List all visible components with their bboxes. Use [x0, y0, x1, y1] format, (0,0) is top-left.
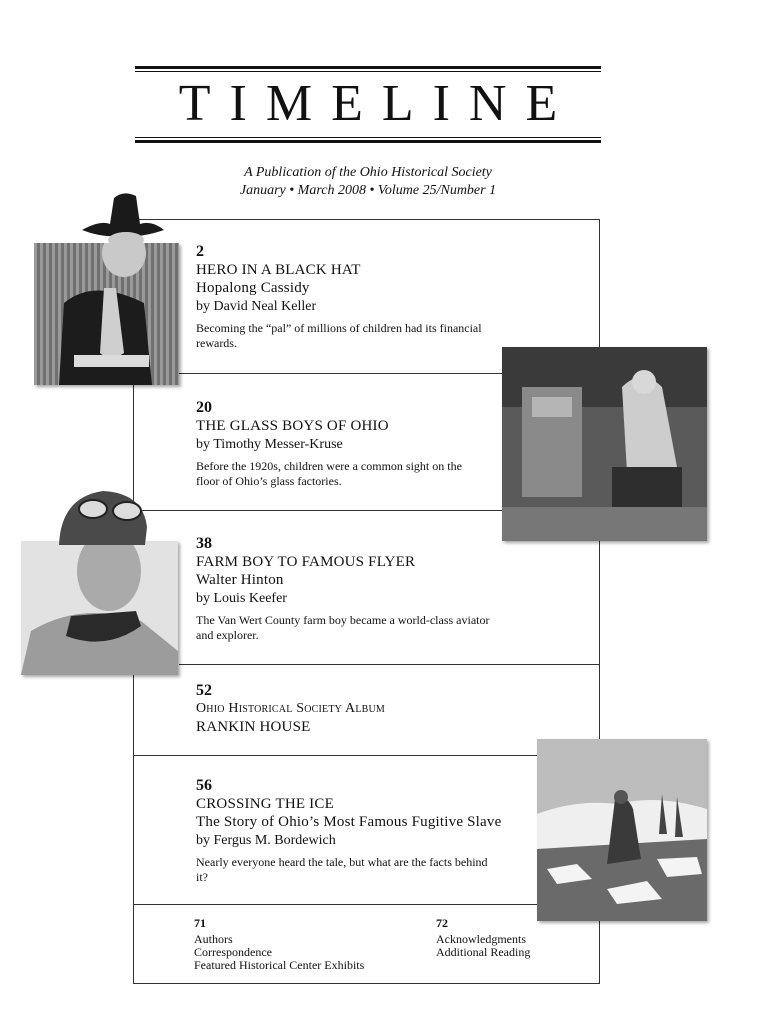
- department-item: Featured Historical Center Exhibits: [194, 958, 365, 972]
- page-number: 56: [196, 777, 212, 794]
- crossing-ice-illustration: [537, 739, 707, 921]
- article-title: Ohio Historical Society Album: [196, 701, 386, 716]
- article-title: FARM BOY TO FAMOUS FLYER: [196, 554, 416, 570]
- article-subtitle: Hopalong Cassidy: [196, 280, 310, 296]
- department-group-72[interactable]: [436, 917, 530, 959]
- article-title: HERO IN A BLACK HAT: [196, 262, 361, 278]
- divider-4: [133, 755, 537, 756]
- article-byline: by Fergus M. Bordewich: [196, 833, 336, 848]
- aviator-helmet-icon: [55, 487, 151, 545]
- article-crossing-the-ice[interactable]: [196, 777, 531, 885]
- article-society-album[interactable]: [196, 682, 516, 736]
- page-number: 71: [194, 916, 206, 930]
- divider-5: [133, 904, 537, 905]
- department-group-71[interactable]: [194, 917, 364, 972]
- department-item: Additional Reading: [436, 945, 531, 959]
- divider-3: [179, 664, 600, 665]
- department-item: Acknowledgments: [436, 932, 526, 946]
- page-number: 52: [196, 682, 212, 699]
- cowboy-hat-icon: [80, 190, 166, 246]
- page-number: 20: [196, 399, 212, 416]
- masthead-bottom-thin-rule: [135, 137, 601, 138]
- department-item: Authors: [194, 932, 233, 946]
- department-item: Correspondence: [194, 945, 272, 959]
- divider-2: [133, 510, 502, 511]
- publication-subtitle: A Publication of the Ohio Historical Society: [244, 165, 492, 180]
- masthead-title: TIMELINE: [178, 75, 577, 132]
- article-byline: by Louis Keefer: [196, 591, 287, 606]
- article-byline: by Timothy Messer-Kruse: [196, 437, 343, 452]
- page-number: 2: [196, 243, 204, 260]
- article-description: Becoming the “pal” of millions of children had its financial rewards.: [196, 321, 482, 350]
- masthead-bottom-rule: [135, 140, 601, 143]
- article-subtitle: The Story of Ohio’s Most Famous Fugitive Slave: [196, 814, 502, 830]
- aviator-photo: [21, 541, 178, 675]
- cowboy-photo: [34, 243, 179, 385]
- article-byline: by David Neal Keller: [196, 299, 317, 314]
- issue-line: January • March 2008 • Volume 25/Number 1: [239, 183, 497, 198]
- article-farm-boy-flyer[interactable]: [196, 535, 516, 643]
- page-number: 38: [196, 535, 212, 552]
- article-description: Before the 1920s, children were a common sight on the floor of Ohio’s glass factories.: [196, 459, 462, 488]
- article-title: THE GLASS BOYS OF OHIO: [196, 418, 389, 434]
- glass-factory-photo: [502, 347, 707, 541]
- article-description: The Van Wert County farm boy became a world-class aviator and explorer.: [196, 613, 490, 642]
- article-title: CROSSING THE ICE: [196, 796, 334, 812]
- article-subtitle: Walter Hinton: [196, 572, 284, 588]
- masthead-top-thin-rule: [135, 71, 601, 72]
- article-glass-boys[interactable]: [196, 399, 516, 489]
- article-description: Nearly everyone heard the tale, but what are the facts behind it?: [196, 855, 488, 884]
- page-number: 72: [436, 916, 448, 930]
- masthead-top-rule: [135, 66, 601, 69]
- article-subtitle: RANKIN HOUSE: [196, 719, 311, 735]
- article-hero-in-a-black-hat[interactable]: [196, 243, 516, 351]
